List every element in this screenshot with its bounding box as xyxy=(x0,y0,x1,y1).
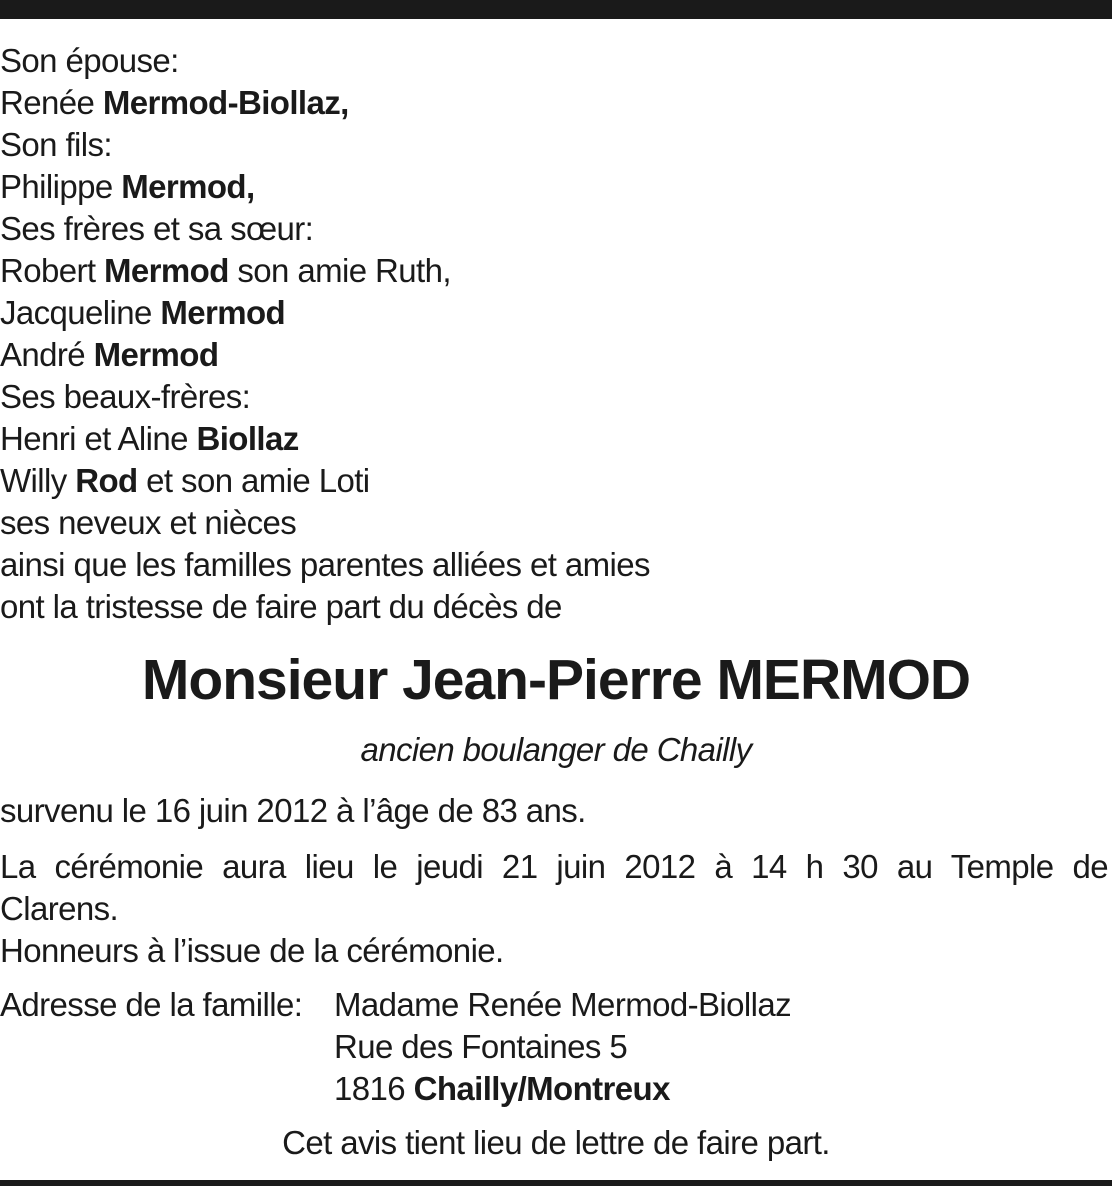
sibling-line-2 xyxy=(0,292,1100,334)
inlaw-line-2 xyxy=(0,460,1100,502)
sibling-3-first-name: André xyxy=(0,336,86,373)
address-street: Rue des Fontaines 5 xyxy=(334,1028,628,1065)
inlaw-2-first-name: Willy xyxy=(0,462,67,499)
inlaw-2-last-name: Rod xyxy=(75,462,138,499)
inlaw-1-last-name: Biollaz xyxy=(196,420,299,457)
address-label: Adresse de la famille: xyxy=(0,986,303,1023)
announcement-line: ont la tristesse de faire part du décès de xyxy=(0,588,562,625)
address-city-line xyxy=(334,1068,791,1110)
address-city: Chailly/Montreux xyxy=(413,1070,670,1107)
ceremony-line-2: Clarens. xyxy=(0,890,119,927)
family-list xyxy=(0,40,1100,628)
son-line xyxy=(0,166,1100,208)
ceremony-line-1: La cérémonie aura lieu le jeudi 21 juin 2012 à 14 h 30 au Temple de xyxy=(0,848,1109,885)
address-postcode: 1816 xyxy=(334,1070,406,1107)
sibling-line-3 xyxy=(0,334,1100,376)
inlaw-2-suffix: et son amie Loti xyxy=(146,462,370,499)
death-date-text: survenu le 16 juin 2012 à l’âge de 83 ans. xyxy=(0,792,586,829)
ceremony-paragraph xyxy=(0,846,1110,930)
wife-line xyxy=(0,82,1100,124)
sibling-1-suffix: son amie Ruth, xyxy=(237,252,451,289)
sibling-1-first-name: Robert xyxy=(0,252,96,289)
sibling-2-last-name: Mermod xyxy=(160,294,286,331)
top-rule xyxy=(0,0,1112,19)
son-last-name: Mermod, xyxy=(121,168,255,205)
sibling-3-last-name: Mermod xyxy=(93,336,219,373)
siblings-heading: Ses frères et sa sœur: xyxy=(0,210,314,247)
wife-first-name: Renée xyxy=(0,84,95,121)
sibling-line-1 xyxy=(0,250,1100,292)
inlaw-1-first-name: Henri et Aline xyxy=(0,420,188,457)
son-first-name: Philippe xyxy=(0,168,113,205)
bottom-rule xyxy=(0,1180,1112,1186)
inlaw-line-1 xyxy=(0,418,1100,460)
honours-text: Honneurs à l’issue de la cérémonie. xyxy=(0,932,504,969)
address-lines xyxy=(334,984,791,1110)
inlaws-heading: Ses beaux-frères: xyxy=(0,378,251,415)
footer-note: Cet avis tient lieu de lettre de faire part. xyxy=(282,1124,830,1161)
wife-heading: Son épouse: xyxy=(0,42,179,79)
sibling-2-first-name: Jacqueline xyxy=(0,294,152,331)
wife-last-name: Mermod-Biollaz, xyxy=(102,84,349,121)
deceased-name: Monsieur Jean-Pierre MERMOD xyxy=(141,648,971,712)
nephews-line: ses neveux et nièces xyxy=(0,504,297,541)
families-line: ainsi que les familles parentes alliées et amies xyxy=(0,546,650,583)
son-heading: Son fils: xyxy=(0,126,112,163)
address-name: Madame Renée Mermod-Biollaz xyxy=(334,986,791,1023)
sibling-1-last-name: Mermod xyxy=(104,252,229,289)
deceased-occupation: ancien boulanger de Chailly xyxy=(360,731,752,768)
